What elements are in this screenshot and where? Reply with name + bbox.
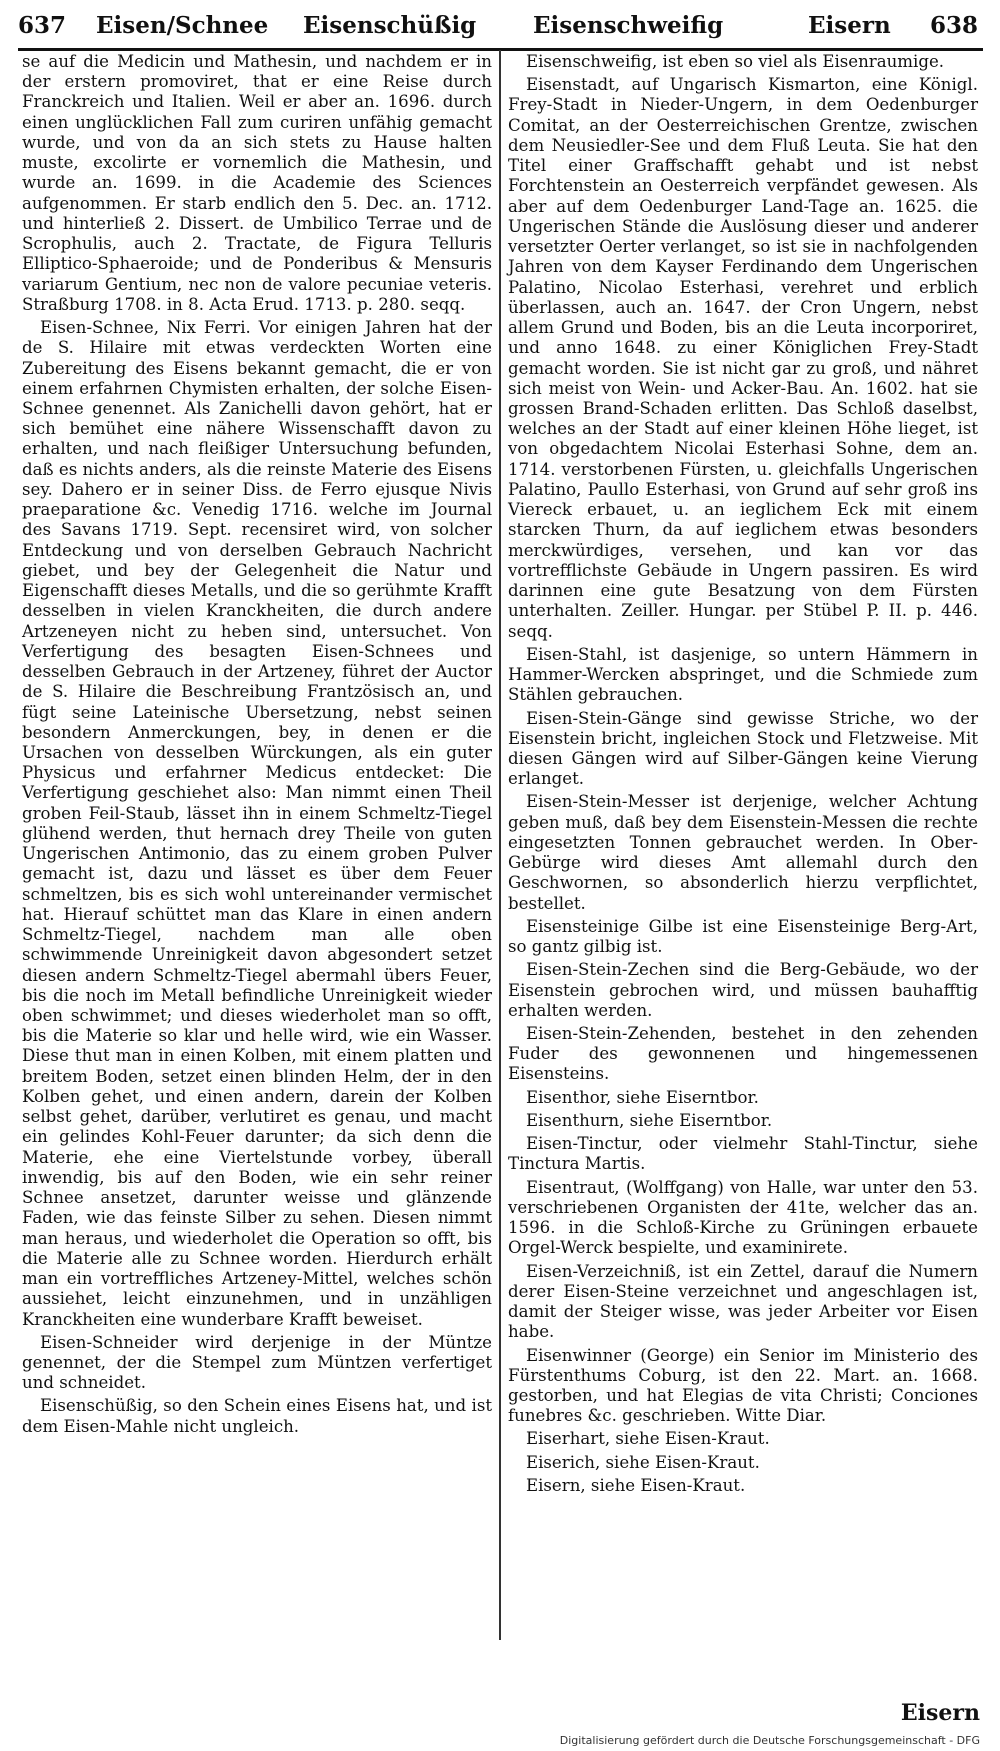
entry-eisenschweifig: Eisenschweifig, ist eben so viel als Eisenraumige. [526, 52, 945, 71]
page-header [18, 6, 983, 50]
entry-eisenwinner: Eisenwinner (George) ein Senior im Ministerio des Fürstenthums Coburg, ist den 22. Mart. an. 1668. gestorben, und hat Elegias de vita Christi; Conciones funebres &c. geschrieben. Witte Diar. [508, 1345, 978, 1426]
entry-eisentraut: Eisentraut, (Wolffgang) von Halle, war unter den 53. verschriebenen Organisten der 41te, welcher das an. 1596. in die Schloß-Kirche zu Grüningen erbauete Orgel-Werck bespielte, und examinirete. [508, 1177, 978, 1258]
entry-eisenthurn: Eisenthurn, siehe Eiserntbor. [526, 1110, 773, 1130]
entry-continuation: se auf die Medicin und Mathesin, und nachdem er in der erstern promoviret, that er eine Reise durch Franckreich und Italien. Weil er aber an. 1696. durch einen unglücklichen Fall zum curiren unfähig gemacht wurde, und von da an sich stets zu Hause halten muste, excolirte er vornemlich die Mathesin, und wurde an. 1699. in die Academie des Sciences aufgenommen. Er starb endlich den 5. Dec. an. 1712. und hinterließ 2. Dissert. de Umbilico Terrae und de Scrophulis, auch 2. Tractate, de Figura Telluris Elliptico-Sphaeroide; und de Ponderibus & Mensuris variarum Gentium, nec non de valore pecuniae veteris. Straßburg 1708. in 8. Acta Erud. 1713. p. 280. seqq. [22, 52, 492, 314]
entry-eisern: Eisern, siehe Eisen-Kraut. [526, 1475, 746, 1495]
entry-eiserhart: Eiserhart, siehe Eisen-Kraut. [526, 1429, 770, 1449]
entry-eisen-stein-zehenden: Eisen-Stein-Zehenden, bestehet in den zehenden Fuder des gewonnenen und hingemessenen Eisensteins. [508, 1024, 978, 1084]
entry-eisen-verzeichniss: Eisen-Verzeichniß, ist ein Zettel, darauf die Numern derer Eisen-Steine verzeichnet und angeschlagen ist, damit der Steiger wisse, was jeder Arbeiter vor Eisen habe. [508, 1261, 978, 1342]
catchword: Eisern [900, 1700, 980, 1726]
entry-eisen-stahl: Eisen-Stahl, ist dasjenige, so untern Hämmern in Hammer-Wercken abspringet, und die Schmiede zum Stählen gebrauchen. [508, 644, 978, 705]
right-column [508, 52, 978, 1499]
column-separator [499, 50, 501, 1640]
entry-eisen-schnee: Eisen-Schnee, Nix Ferri. Vor einigen Jahren hat der de S. Hilaire mit etwas verdeckten Worten eine Zubereitung des Eisens bekannt gemacht, die er von einem erfahrnen Chymisten erhalten, der solche Eisen-Schnee genennet. Als Zanichelli davon gehört, hat er sich bemühet eine nähere Wissenschafft davon zu erhalten, und nach fleißiger Untersuchung befunden, daß es nichts anders, als die reinste Materie des Eisens sey. Dahero er in seiner Diss. de Ferro ejusque Nivis praeparatione &c. Venedig 1716. welche im Journal des Savans 1719. Sept. recensiret wird, von solcher Entdeckung und von derselben Gebrauch Nachricht giebet, und bey der Gelegenheit die Natur und Eigenschafft dieses Metalls, und die so gerühmte Krafft desselben in vielen Kranckheiten, die durch andere Artzeneyen nicht zu heben sind, untersuchet. Von Verfertigung des besagten Eisen-Schnees und desselben Gebrauch in der Artzeney, führet der Auctor de S. Hilaire die Beschreibung Frantzösisch an, und fügt seine Lateinische Ubersetzung, nebst seinen besondern Anmerckungen, bey, in denen er die Ursachen von desselben Würckungen, als ein guter Physicus und erfahrner Medicus entdecket: Die Verfertigung geschiehet also: Man nimmt einen Theil groben Feil-Staub, lässet ihn in einem Schmeltz-Tiegel glühend werden, thut hernach drey Theile von guten Ungerischen Antimonio, das zu einem groben Pulver gemacht ist, dazu und lässet es über dem Feuer schmeltzen, bis es sich wohl untereinander vermischet hat. Hierauf schüttet man das Klare in einen andern Schmeltz-Tiegel, nachdem man alle oben schwimmende Unreinigkeit davon abgesondert setzet diesen andern Schmeltz-Tiegel abermahl übers Feuer, bis die noch im Metall befindliche Unreinigkeit wieder oben schwimmet; und dieses wiederholet man so offt, bis die Materie so klar und helle wird, wie ein Wasser. Diese thut man in einen Kolben, mit einem platten und breitem Boden, setzet einen blinden Helm, der in den Kolben gehet, und einen andern, darein der Kolben selbst gehet, darüber, verlutiret es genau, und macht ein gelindes Kohl-Feuer darunter; da sich denn die Materie, ehe eine Viertelstunde vorbey, überall inwendig, bis auf den Boden, wie ein sehr reiner Schnee ansetzet, darunter weisse und glänzende Faden, wie das feinste Silber zu sehen. Diesen nimmt man heraus, und wiederholet die Operation so offt, bis die Materie alle zu Schnee worden. Hierdurch erhält man ein vortreffliches Artzeney-Mittel, welches schön aussiehet, leicht einzunehmen, und in unzähligen Kranckheiten eine wunderbare Krafft beweiset. [22, 318, 492, 1329]
entry-eisenschuessig: Eisenschüßig, so den Schein eines Eisens hat, und ist dem Eisen-Mahle nicht ungleich. [22, 1396, 492, 1436]
entry-eisenstadt: Eisenstadt, auf Ungarisch Kismarton, eine Königl. Frey-Stadt in Nieder-Ungern, in dem Oedenburger Comitat, an der Oesterreichischen Grentze, zwischen dem Neusiedler-See und dem Fluß Leuta. Sie hat den Titel einer Graffschafft gehabt und ist nebst Forchtenstein an Oesterreich verpfändet gewesen. Als aber auf dem Oedenburger Land-Tage an. 1625. die Ungerischen Stände die Auslösung dieser und anderer versetzter Oerter verlanget, so ist sie in nachfolgenden Jahren von dem Kayser Ferdinando dem Ungerischen Palatino, Nicolao Esterhasi, verehret und erblich überlassen, auch an. 1647. der Cron Ungern, nebst allem Grund und Boden, bis an die Leuta incorporiret, und anno 1648. zu einer Königlichen Frey-Stadt gemacht worden. Sie ist nicht gar zu groß, und nähret sich meist von Wein- und Acker-Bau. An. 1602. hat sie grossen Brand-Schaden erlitten. Das Schloß daselbst, welches an der Stadt auf einer kleinen Höhe lieget, ist von obgedachtem Nicolai Esterhasi Sohne, dem an. 1714. verstorbenen Fürsten, u. gleichfalls Ungerischen Palatino, Paullo Esterhasi, von Grund auf sehr groß ins Viereck erbauet, u. an ieglichem Eck mit einem starcken Thurn, da auf ieglichem etwas besonders merckwürdiges, versehen, und kan vor das vortrefflichste Gebäude in Ungern passiren. Es wird darinnen eine gute Besatzung von dem Fürsten unterhalten. Zeiller. Hungar. per Stübel P. II. p. 446. seqq. [508, 75, 978, 641]
entry-eisen-stein-gaenge: Eisen-Stein-Gänge sind gewisse Striche, wo der Eisenstein bricht, ingleichen Stock und Fletzweise. Mit diesen Gängen wird auf Silber-Gängen keine Vierung erlanget. [508, 708, 978, 789]
entry-eisen-stein-zechen: Eisen-Stein-Zechen sind die Berg-Gebäude, wo der Eisenstein gebrochen wird, und müssen bauhafftig erhalten werden. [508, 960, 978, 1020]
header-term-1: Eisen/Schnee [96, 12, 269, 39]
entry-eisen-tinctur: Eisen-Tinctur, oder vielmehr Stahl-Tinctur, siehe Tinctura Martis. [508, 1134, 978, 1174]
header-term-3: Eisenschweifig [533, 12, 724, 39]
entry-eisensteinige-gilbe: Eisensteinige Gilbe ist eine Eisensteinige Berg-Art, so gantz gilbig ist. [508, 916, 978, 957]
entry-eisenthor: Eisenthor, siehe Eiserntbor. [526, 1087, 759, 1107]
page-number-right: 638 [930, 12, 979, 39]
digitization-credit: Digitalisierung gefördert durch die Deutsche Forschungsgemeinschaft - DFG [559, 1734, 980, 1747]
entry-eisen-schneider: Eisen-Schneider wird derjenige in der Müntze genennet, der die Stempel zum Müntzen verfertiget und schneidet. [22, 1332, 492, 1393]
entry-eisen-stein-messer: Eisen-Stein-Messer ist derjenige, welcher Achtung geben muß, daß bey dem Eisenstein-Messen die rechte eingesetzten Tonnen gebrauchet werden. In Ober-Gebürge wird dieses Amt allemahl durch den Geschwornen, so absonderlich hierzu verpflichtet, bestellet. [508, 792, 978, 913]
page-number-left: 637 [18, 12, 67, 39]
left-column [22, 52, 492, 1440]
header-term-2: Eisenschüßig [303, 12, 477, 39]
entry-eiserich: Eiserich, siehe Eisen-Kraut. [526, 1452, 760, 1472]
header-term-4: Eisern [808, 12, 891, 39]
